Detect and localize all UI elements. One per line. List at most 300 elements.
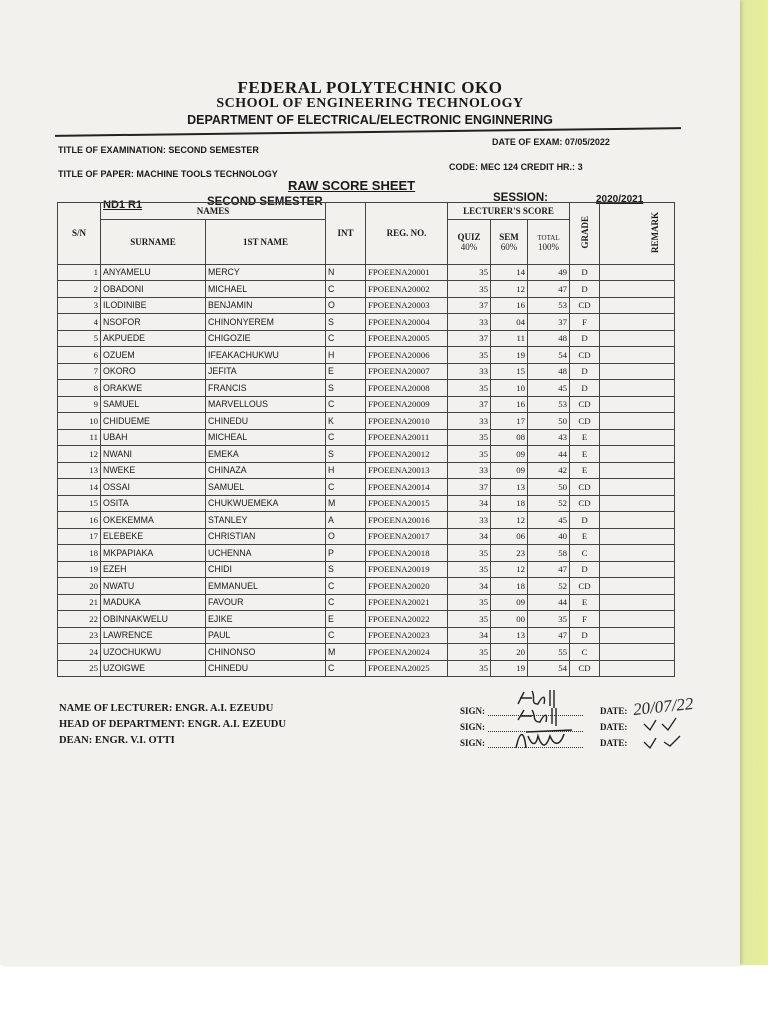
row-first-name: MERCY [206, 264, 326, 281]
row-total: 45 [528, 512, 570, 529]
row-quiz: 33 [448, 363, 491, 380]
row-remark [600, 363, 675, 380]
row-grade: D [570, 281, 600, 298]
row-reg-no: FPOEENA20023 [366, 627, 448, 644]
row-int: H [326, 347, 366, 364]
row-sn: 15 [58, 495, 101, 512]
tick-marks [640, 714, 700, 754]
row-reg-no: FPOEENA20018 [366, 545, 448, 562]
row-sem: 11 [491, 330, 528, 347]
row-sem: 14 [491, 264, 528, 281]
row-int: E [326, 363, 366, 380]
lecturer-name: NAME OF LECTURER: ENGR. A.I. EZEUDU [59, 703, 274, 714]
row-int: H [326, 462, 366, 479]
row-sn: 18 [58, 545, 101, 562]
row-grade: E [570, 446, 600, 463]
row-remark [600, 380, 675, 397]
col-lecturer-score-header: LECTURER'S SCORE [448, 203, 570, 220]
row-surname: MADUKA [101, 594, 206, 611]
col-names-header: NAMES [101, 203, 326, 220]
row-grade: D [570, 264, 600, 281]
row-total: 50 [528, 413, 570, 430]
row-quiz: 37 [448, 479, 491, 496]
row-first-name: CHINEDU [206, 413, 326, 430]
row-sn: 5 [58, 330, 101, 347]
exam-title-label: TITLE OF EXAMINATION: [58, 145, 166, 155]
row-grade: F [570, 314, 600, 331]
table-row [58, 627, 675, 644]
row-remark [600, 627, 675, 644]
row-sn: 6 [58, 347, 101, 364]
table-row [58, 380, 675, 397]
row-total: 48 [528, 330, 570, 347]
row-grade: CD [570, 413, 600, 430]
row-sem: 00 [491, 611, 528, 628]
row-remark [600, 611, 675, 628]
table-row [58, 479, 675, 496]
row-quiz: 35 [448, 594, 491, 611]
row-grade: E [570, 594, 600, 611]
row-int: P [326, 545, 366, 562]
row-total: 52 [528, 495, 570, 512]
row-quiz: 35 [448, 644, 491, 661]
row-grade: D [570, 330, 600, 347]
row-surname: MKPAPIAKA [101, 545, 206, 562]
row-grade: CD [570, 297, 600, 314]
col-sn-header: S/N [58, 203, 101, 265]
code-label: CODE: [449, 162, 478, 172]
row-first-name: CHUKWUEMEKA [206, 495, 326, 512]
row-sn: 19 [58, 561, 101, 578]
row-int: S [326, 314, 366, 331]
row-remark [600, 660, 675, 677]
row-reg-no: FPOEENA20020 [366, 578, 448, 595]
row-sem: 18 [491, 578, 528, 595]
table-row [58, 446, 675, 463]
row-first-name: MARVELLOUS [206, 396, 326, 413]
session-value: 2020/2021 [596, 194, 644, 205]
row-quiz: 35 [448, 611, 491, 628]
row-remark [600, 314, 675, 331]
row-first-name: MICHEAL [206, 429, 326, 446]
row-first-name: CHRISTIAN [206, 528, 326, 545]
table-header-row-1 [58, 203, 675, 220]
hod-name: HEAD OF DEPARTMENT: ENGR. A.I. EZEUDU [59, 719, 286, 730]
row-reg-no: FPOEENA20021 [366, 594, 448, 611]
row-first-name: UCHENNA [206, 545, 326, 562]
row-total: 44 [528, 594, 570, 611]
row-remark [600, 479, 675, 496]
row-total: 48 [528, 363, 570, 380]
row-sn: 16 [58, 512, 101, 529]
row-total: 50 [528, 479, 570, 496]
table-row [58, 660, 675, 677]
row-int: M [326, 644, 366, 661]
table-row [58, 644, 675, 661]
table-row [58, 413, 675, 430]
row-surname: ILODINIBE [101, 297, 206, 314]
row-quiz: 33 [448, 413, 491, 430]
table-row [58, 281, 675, 298]
table-row [58, 594, 675, 611]
row-quiz: 35 [448, 264, 491, 281]
row-total: 47 [528, 627, 570, 644]
row-surname: OBINNAKWELU [101, 611, 206, 628]
col-remark-header: REMARK [600, 203, 675, 265]
row-grade: CD [570, 660, 600, 677]
table-row [58, 264, 675, 281]
row-sem: 17 [491, 413, 528, 430]
row-first-name: CHIDI [206, 561, 326, 578]
row-surname: NWEKE [101, 462, 206, 479]
school-title: SCHOOL OF ENGINEERING TECHNOLOGY [216, 96, 524, 111]
row-sn: 14 [58, 479, 101, 496]
credit-label: CREDIT HR.: [520, 162, 576, 172]
row-surname: OSSAI [101, 479, 206, 496]
row-reg-no: FPOEENA20015 [366, 495, 448, 512]
row-reg-no: FPOEENA20004 [366, 314, 448, 331]
row-sn: 1 [58, 264, 101, 281]
table-row [58, 429, 675, 446]
row-quiz: 35 [448, 545, 491, 562]
row-int: C [326, 330, 366, 347]
col-total-header: TOTAL 100% [528, 219, 570, 264]
row-sem: 12 [491, 512, 528, 529]
course-code-row [449, 162, 583, 172]
row-sem: 19 [491, 347, 528, 364]
lecturer-sign-label: SIGN: [460, 706, 486, 716]
row-sem: 04 [491, 314, 528, 331]
row-remark [600, 297, 675, 314]
row-sem: 09 [491, 446, 528, 463]
row-int: E [326, 611, 366, 628]
row-total: 43 [528, 429, 570, 446]
row-remark [600, 594, 675, 611]
row-quiz: 34 [448, 627, 491, 644]
row-quiz: 37 [448, 297, 491, 314]
row-surname: OZUEM [101, 347, 206, 364]
row-sem: 15 [491, 363, 528, 380]
row-quiz: 37 [448, 330, 491, 347]
class-label: ND1 R1 [103, 199, 143, 211]
row-sn: 20 [58, 578, 101, 595]
row-sem: 06 [491, 528, 528, 545]
row-sem: 20 [491, 644, 528, 661]
row-reg-no: FPOEENA20019 [366, 561, 448, 578]
row-sem: 16 [491, 396, 528, 413]
handwritten-date: 20/07/22 [632, 693, 695, 720]
row-int: C [326, 660, 366, 677]
row-int: C [326, 578, 366, 595]
row-surname: NSOFOR [101, 314, 206, 331]
row-remark [600, 495, 675, 512]
col-first-name-header: 1ST NAME [206, 219, 326, 264]
col-quiz-header: QUIZ 40% [448, 219, 491, 264]
sheet-title: RAW SCORE SHEET [288, 178, 416, 193]
table-row [58, 528, 675, 545]
row-sn: 23 [58, 627, 101, 644]
row-remark [600, 578, 675, 595]
row-int: C [326, 396, 366, 413]
row-int: S [326, 446, 366, 463]
table-row [58, 611, 675, 628]
row-grade: E [570, 528, 600, 545]
row-total: 47 [528, 561, 570, 578]
row-grade: CD [570, 347, 600, 364]
row-sem: 12 [491, 561, 528, 578]
row-first-name: CHINONYEREM [206, 314, 326, 331]
row-first-name: PAUL [206, 627, 326, 644]
row-remark [600, 330, 675, 347]
row-surname: UZOIGWE [101, 660, 206, 677]
row-reg-no: FPOEENA20013 [366, 462, 448, 479]
row-quiz: 37 [448, 396, 491, 413]
row-surname: UZOCHUKWU [101, 644, 206, 661]
col-int-header: INT [326, 203, 366, 265]
session-label: SESSION: [493, 192, 548, 204]
row-reg-no: FPOEENA20006 [366, 347, 448, 364]
row-sn: 3 [58, 297, 101, 314]
row-int: K [326, 413, 366, 430]
row-surname: NWATU [101, 578, 206, 595]
row-reg-no: FPOEENA20012 [366, 446, 448, 463]
row-total: 42 [528, 462, 570, 479]
row-sem: 08 [491, 429, 528, 446]
row-sn: 7 [58, 363, 101, 380]
table-row [58, 578, 675, 595]
row-sn: 22 [58, 611, 101, 628]
row-first-name: EMMANUEL [206, 578, 326, 595]
exam-date-label: DATE OF EXAM: [492, 137, 563, 147]
row-remark [600, 644, 675, 661]
hod-sign-label: SIGN: [460, 722, 486, 732]
row-surname: ORAKWE [101, 380, 206, 397]
row-reg-no: FPOEENA20001 [366, 264, 448, 281]
row-remark [600, 264, 675, 281]
row-quiz: 34 [448, 578, 491, 595]
row-sn: 21 [58, 594, 101, 611]
row-remark [600, 281, 675, 298]
row-surname: SAMUEL [101, 396, 206, 413]
row-int: M [326, 495, 366, 512]
row-int: N [326, 264, 366, 281]
row-sn: 12 [58, 446, 101, 463]
header-rule [55, 127, 681, 137]
row-quiz: 33 [448, 512, 491, 529]
row-sn: 25 [58, 660, 101, 677]
table-row [58, 330, 675, 347]
row-int: S [326, 380, 366, 397]
row-first-name: FRANCIS [206, 380, 326, 397]
row-grade: E [570, 462, 600, 479]
row-reg-no: FPOEENA20024 [366, 644, 448, 661]
row-sem: 19 [491, 660, 528, 677]
row-remark [600, 446, 675, 463]
row-surname: OSITA [101, 495, 206, 512]
row-first-name: STANLEY [206, 512, 326, 529]
row-grade: CD [570, 479, 600, 496]
row-int: C [326, 479, 366, 496]
row-int: C [326, 281, 366, 298]
row-sn: 13 [58, 462, 101, 479]
lecturer-date-label: DATE: [600, 706, 628, 716]
row-remark [600, 396, 675, 413]
row-sn: 10 [58, 413, 101, 430]
row-surname: UBAH [101, 429, 206, 446]
row-first-name: IFEAKACHUKWU [206, 347, 326, 364]
col-surname-header: SURNAME [101, 219, 206, 264]
row-sem: 16 [491, 297, 528, 314]
row-first-name: SAMUEL [206, 479, 326, 496]
col-sem-header: SEM 60% [491, 219, 528, 264]
row-int: A [326, 512, 366, 529]
row-first-name: JEFITA [206, 363, 326, 380]
row-first-name: EMEKA [206, 446, 326, 463]
hod-date-label: DATE: [600, 722, 628, 732]
row-remark [600, 561, 675, 578]
row-first-name: CHINAZA [206, 462, 326, 479]
row-first-name: EJIKE [206, 611, 326, 628]
row-quiz: 34 [448, 495, 491, 512]
row-sem: 12 [491, 281, 528, 298]
row-surname: AKPUEDE [101, 330, 206, 347]
paper-title-row [58, 169, 278, 179]
row-quiz: 35 [448, 380, 491, 397]
row-reg-no: FPOEENA20009 [366, 396, 448, 413]
row-reg-no: FPOEENA20011 [366, 429, 448, 446]
row-remark [600, 347, 675, 364]
institution-title: FEDERAL POLYTECHNIC OKO [237, 78, 503, 97]
row-sn: 17 [58, 528, 101, 545]
row-surname: OKEKEMMA [101, 512, 206, 529]
row-sn: 8 [58, 380, 101, 397]
row-reg-no: FPOEENA20016 [366, 512, 448, 529]
row-total: 40 [528, 528, 570, 545]
row-surname: CHIDUEME [101, 413, 206, 430]
table-row [58, 314, 675, 331]
row-int: O [326, 528, 366, 545]
row-sn: 2 [58, 281, 101, 298]
row-reg-no: FPOEENA20008 [366, 380, 448, 397]
row-grade: D [570, 561, 600, 578]
paper-title-label: TITLE OF PAPER: [58, 169, 134, 179]
exam-title-value: SECOND SEMESTER [168, 145, 259, 155]
row-reg-no: FPOEENA20007 [366, 363, 448, 380]
department-title: DEPARTMENT OF ELECTRICAL/ELECTRONIC ENGINNERING [187, 113, 553, 127]
row-reg-no: FPOEENA20005 [366, 330, 448, 347]
row-quiz: 35 [448, 660, 491, 677]
row-surname: OKORO [101, 363, 206, 380]
row-reg-no: FPOEENA20002 [366, 281, 448, 298]
row-reg-no: FPOEENA20014 [366, 479, 448, 496]
row-total: 37 [528, 314, 570, 331]
row-int: C [326, 429, 366, 446]
row-sem: 09 [491, 462, 528, 479]
row-grade: C [570, 545, 600, 562]
row-total: 58 [528, 545, 570, 562]
row-sn: 11 [58, 429, 101, 446]
row-sem: 09 [491, 594, 528, 611]
dean-sign-label: SIGN: [460, 738, 486, 748]
row-total: 53 [528, 396, 570, 413]
row-grade: D [570, 627, 600, 644]
row-total: 55 [528, 644, 570, 661]
row-total: 47 [528, 281, 570, 298]
table-row [58, 561, 675, 578]
row-total: 53 [528, 297, 570, 314]
row-grade: F [570, 611, 600, 628]
row-remark [600, 512, 675, 529]
row-remark [600, 545, 675, 562]
row-surname: NWANI [101, 446, 206, 463]
table-body [58, 264, 675, 677]
row-total: 35 [528, 611, 570, 628]
row-sn: 24 [58, 644, 101, 661]
row-quiz: 35 [448, 561, 491, 578]
row-grade: CD [570, 396, 600, 413]
row-quiz: 34 [448, 528, 491, 545]
table-row [58, 363, 675, 380]
row-int: C [326, 627, 366, 644]
row-reg-no: FPOEENA20022 [366, 611, 448, 628]
row-total: 54 [528, 660, 570, 677]
row-total: 45 [528, 380, 570, 397]
row-remark [600, 429, 675, 446]
row-quiz: 33 [448, 462, 491, 479]
row-surname: LAWRENCE [101, 627, 206, 644]
row-quiz: 35 [448, 281, 491, 298]
row-reg-no: FPOEENA20010 [366, 413, 448, 430]
table-row [58, 297, 675, 314]
row-remark [600, 528, 675, 545]
row-remark [600, 462, 675, 479]
semester-label: SECOND SEMESTER [207, 196, 323, 208]
exam-date-row [492, 137, 610, 147]
raw-score-table [57, 202, 675, 677]
row-remark [600, 413, 675, 430]
bottom-margin [0, 965, 768, 1024]
row-sn: 4 [58, 314, 101, 331]
row-surname: ANYAMELU [101, 264, 206, 281]
table-row [58, 545, 675, 562]
row-surname: EZEH [101, 561, 206, 578]
row-grade: D [570, 512, 600, 529]
row-grade: C [570, 644, 600, 661]
col-reg-header: REG. NO. [366, 203, 448, 265]
row-sem: 13 [491, 627, 528, 644]
row-quiz: 35 [448, 446, 491, 463]
table-row [58, 512, 675, 529]
row-first-name: CHIGOZIE [206, 330, 326, 347]
row-surname: ELEBEKE [101, 528, 206, 545]
row-quiz: 35 [448, 429, 491, 446]
row-reg-no: FPOEENA20017 [366, 528, 448, 545]
table-row [58, 495, 675, 512]
row-quiz: 35 [448, 347, 491, 364]
table-row [58, 462, 675, 479]
dean-date-label: DATE: [600, 738, 628, 748]
row-first-name: FAVOUR [206, 594, 326, 611]
row-int: S [326, 561, 366, 578]
credit-value: 3 [577, 162, 583, 172]
row-int: C [326, 594, 366, 611]
row-total: 52 [528, 578, 570, 595]
row-reg-no: FPOEENA20003 [366, 297, 448, 314]
exam-title-row [58, 145, 259, 155]
row-first-name: CHINEDU [206, 660, 326, 677]
row-sem: 13 [491, 479, 528, 496]
row-total: 49 [528, 264, 570, 281]
